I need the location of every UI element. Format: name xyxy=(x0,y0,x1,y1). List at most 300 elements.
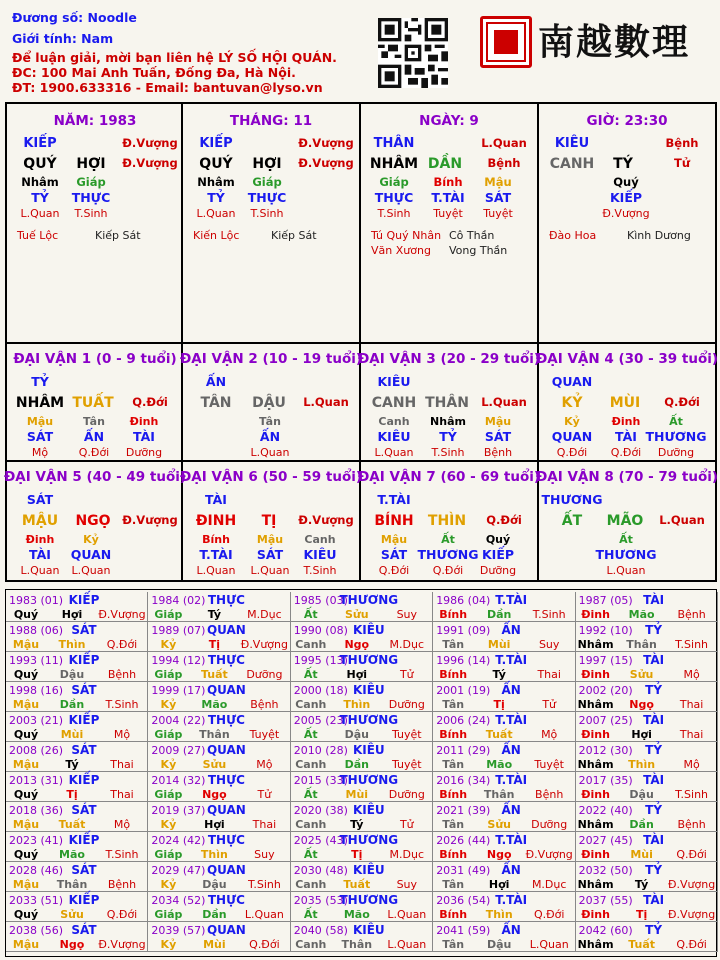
dai-van-title: ĐẠI VẬN 3 (20 - 29 tuổi) xyxy=(357,351,541,367)
year-cell xyxy=(148,802,290,832)
dai-van-stem: ĐINH xyxy=(195,513,237,529)
hidden-god: THỰC xyxy=(71,190,111,205)
dai-van-stem: BÍNH xyxy=(374,513,414,529)
year-label: 2000 (18) xyxy=(293,684,348,697)
year-label: 2022 (40) xyxy=(578,804,633,817)
pillar-star-state: Đ.Vượng xyxy=(298,136,354,150)
dai-van-hidden-stem: Mậu xyxy=(380,533,408,546)
year-branch: Mùi xyxy=(60,728,84,741)
year-cell xyxy=(433,592,575,622)
year-branch: Thìn xyxy=(485,908,513,921)
year-cell xyxy=(576,592,718,622)
dai-van-hidden-stem: Ất xyxy=(619,533,633,546)
year-god: SÁT xyxy=(71,803,97,817)
year-stage: M.Dục xyxy=(247,608,282,621)
year-cell xyxy=(433,832,575,862)
year-label: 2037 (55) xyxy=(578,894,633,907)
year-stage: Thai xyxy=(679,698,704,711)
year-label: 1993 (11) xyxy=(9,654,64,667)
year-stem: Nhâm xyxy=(577,758,614,771)
year-cell xyxy=(148,832,290,862)
year-stem: Nhâm xyxy=(577,938,614,951)
year-branch: Ngọ xyxy=(486,848,512,861)
year-stem: Kỷ xyxy=(160,818,177,831)
pillar-star-label: KIẾP xyxy=(199,136,233,151)
year-cell xyxy=(291,772,433,802)
year-god: THỰC xyxy=(207,593,245,607)
year-stem: Ất xyxy=(303,608,318,621)
owner-name: Đương số: Noodle xyxy=(12,10,137,25)
pillar-stem: CANH xyxy=(549,156,595,172)
pillar-star-state: L.Quan xyxy=(481,136,527,150)
year-label: 1983 (01) xyxy=(9,594,64,607)
year-god: KIẾP xyxy=(68,773,100,787)
year-label: 2033 (51) xyxy=(9,894,64,907)
year-god: THƯƠNG xyxy=(339,653,399,667)
spirit-star: Kình Dương xyxy=(627,229,691,242)
dai-van-hidden-god: QUAN xyxy=(551,429,593,444)
dai-van-hidden-stage: Dưỡng xyxy=(125,446,163,459)
year-stage: Q.Đới xyxy=(106,908,138,921)
year-branch: Hợi xyxy=(346,668,368,681)
year-stage: Dưỡng xyxy=(246,668,283,681)
year-branch: Tuất xyxy=(485,728,513,741)
year-branch: Sửu xyxy=(60,908,84,921)
year-stem: Quý xyxy=(13,788,39,801)
year-cell xyxy=(148,862,290,892)
year-branch: Dần xyxy=(202,908,227,921)
year-cell xyxy=(291,652,433,682)
spirit-star: Kiếp Sát xyxy=(271,229,317,242)
dai-van-title: ĐẠI VẬN 1 (0 - 9 tuổi) xyxy=(13,351,177,367)
year-stage: Mộ xyxy=(256,758,273,771)
year-stem: Nhâm xyxy=(577,818,614,831)
year-cell xyxy=(291,862,433,892)
year-label: 2027 (45) xyxy=(578,834,633,847)
year-branch: Sửu xyxy=(629,668,654,681)
year-god: ẤN xyxy=(501,803,521,817)
year-cell xyxy=(291,832,433,862)
year-stage: Mộ xyxy=(683,758,700,771)
year-stem: Canh xyxy=(295,878,327,891)
year-god: TỶ xyxy=(645,683,663,697)
year-god: KIẾP xyxy=(68,653,100,667)
year-stem: Tân xyxy=(442,818,465,831)
dai-van-hidden-stage: Q.Đới xyxy=(556,446,588,459)
year-god: ẤN xyxy=(501,923,521,937)
spirit-star: Vong Thần xyxy=(449,244,508,257)
hidden-stage: Tuyệt xyxy=(433,207,463,220)
year-stage: T.Sinh xyxy=(105,848,139,861)
hidden-stem: Giáp xyxy=(252,175,282,189)
dai-van-state: L.Quan xyxy=(481,395,527,409)
year-label: 2008 (26) xyxy=(9,744,64,757)
dai-van-hidden-stage: Mộ xyxy=(31,446,49,459)
hidden-stem: Nhâm xyxy=(197,175,235,189)
year-label: 2023 (41) xyxy=(9,834,64,847)
year-branch: Tị xyxy=(208,638,221,651)
year-stem: Tân xyxy=(442,758,465,771)
year-cell xyxy=(576,832,718,862)
pillars-panel xyxy=(5,102,717,344)
year-branch: Thân xyxy=(483,788,515,801)
year-stem: Tân xyxy=(442,938,465,951)
year-cell xyxy=(433,922,575,952)
year-cell xyxy=(576,742,718,772)
year-stage: Suy xyxy=(254,848,275,861)
hidden-stage: T.Sinh xyxy=(377,207,411,220)
year-god: QUAN xyxy=(206,863,246,877)
year-label: 2035 (53) xyxy=(293,894,348,907)
year-label: 2025 (43) xyxy=(293,834,348,847)
year-stage: Bệnh xyxy=(107,668,137,681)
year-god: TÀI xyxy=(643,653,665,667)
year-stage: Đ.Vượng xyxy=(667,908,716,921)
year-branch: Dần xyxy=(59,698,85,711)
hidden-god: T.TÀI xyxy=(431,190,465,205)
dai-van-hidden-stem: Kỷ xyxy=(564,415,580,428)
dai-van-title: ĐẠI VẬN 8 (70 - 79 tuổi) xyxy=(535,469,719,485)
year-stage: Tử xyxy=(399,668,414,681)
year-cell xyxy=(291,922,433,952)
dai-van-hidden-god: KIÊU xyxy=(303,547,337,562)
dai-van-hidden-god: SÁT xyxy=(26,429,54,444)
dai-van-hidden-stem: Tân xyxy=(259,415,281,428)
year-branch: Hợi xyxy=(631,728,652,741)
pillar-stem: QUÝ xyxy=(23,156,57,172)
year-stem: Bính xyxy=(439,728,468,741)
year-cell xyxy=(6,892,148,922)
year-god: THƯƠNG xyxy=(339,593,399,607)
seal-stamp-icon xyxy=(480,16,532,68)
dai-van-hidden-god: TÀI xyxy=(133,429,155,444)
hidden-stage: Tuyệt xyxy=(483,207,513,220)
year-stage: L.Quan xyxy=(387,908,427,921)
dai-van-hidden-stage: Q.Đới xyxy=(78,446,110,459)
dai-van-title: ĐẠI VẬN 2 (10 - 19 tuổi) xyxy=(179,351,363,367)
year-label: 2013 (31) xyxy=(9,774,64,787)
dai-van-hidden-stage: L.Quan xyxy=(374,446,414,459)
year-stage: Dưỡng xyxy=(388,788,425,801)
col-divider-2 xyxy=(359,102,361,582)
year-stage: Bệnh xyxy=(535,788,564,801)
year-stage: L.Quan xyxy=(529,938,569,951)
dai-van-hidden-stage: T.Sinh xyxy=(431,446,465,459)
year-cell xyxy=(6,622,148,652)
year-stage: Thai xyxy=(110,758,134,771)
year-label: 2014 (32) xyxy=(151,774,206,787)
dai-van-hidden-god: ẤN xyxy=(83,429,105,444)
year-stage: Q.Đới xyxy=(676,938,707,951)
year-stage: Q.Đới xyxy=(249,938,280,951)
dai-van-hidden-stem: Bính xyxy=(202,533,230,546)
year-god: T.TÀI xyxy=(495,713,528,727)
year-god: SÁT xyxy=(71,683,97,697)
year-cell xyxy=(433,802,575,832)
year-branch: Dậu xyxy=(486,938,512,951)
year-god: TỶ xyxy=(645,923,663,937)
year-god: KIẾP xyxy=(68,713,100,727)
year-cell xyxy=(576,622,718,652)
dai-van-hidden-stem: Đinh xyxy=(129,415,159,428)
spirit-star: Đào Hoa xyxy=(549,229,597,242)
dai-van-title: ĐẠI VẬN 6 (50 - 59 tuổi) xyxy=(179,469,363,485)
dai-van-hidden-god: KIÊU xyxy=(377,429,411,444)
hidden-stem: Nhâm xyxy=(21,175,59,189)
year-cell xyxy=(291,742,433,772)
dai-van-hidden-god: SÁT xyxy=(484,429,512,444)
year-label: 2007 (25) xyxy=(578,714,633,727)
year-branch: Tý xyxy=(65,758,79,771)
dai-van-branch: MÙI xyxy=(609,395,641,411)
year-cell xyxy=(576,892,718,922)
year-stage: Q.Đới xyxy=(106,638,138,651)
annual-luck-table xyxy=(5,589,717,957)
year-stem: Kỷ xyxy=(160,698,177,711)
year-stage: M.Dục xyxy=(531,878,567,891)
year-stage: Bệnh xyxy=(250,698,279,711)
year-label: 1991 (09) xyxy=(436,624,491,637)
hidden-god: TỶ xyxy=(31,190,49,205)
year-label: 1985 (03) xyxy=(293,594,348,607)
year-cell xyxy=(6,712,148,742)
year-label: 2001 (19) xyxy=(436,684,491,697)
year-branch: Tuất xyxy=(343,878,371,891)
dai-van-title: ĐẠI VẬN 4 (30 - 39 tuổi) xyxy=(535,351,719,367)
year-branch: Mùi xyxy=(630,848,653,861)
year-label: 1990 (08) xyxy=(293,624,348,637)
year-cell xyxy=(148,622,290,652)
year-stem: Bính xyxy=(439,908,468,921)
year-branch: Thân xyxy=(56,878,88,891)
year-cell xyxy=(576,712,718,742)
year-cell xyxy=(6,862,148,892)
dai-van-hidden-stage: Q.Đới xyxy=(610,446,642,459)
year-stage: Tuyệt xyxy=(249,728,280,741)
year-branch: Tị xyxy=(635,908,648,921)
pillar-branch: DẦN xyxy=(427,156,463,172)
year-stem: Đinh xyxy=(581,668,610,681)
year-god: KIÊU xyxy=(352,923,385,937)
year-god: TỶ xyxy=(645,743,663,757)
year-branch: Thìn xyxy=(628,758,656,771)
year-cell xyxy=(576,862,718,892)
dai-van-hidden-stem: Canh xyxy=(304,533,336,546)
year-god: TỶ xyxy=(645,863,663,877)
year-branch: Hợi xyxy=(204,818,225,831)
year-label: 2015 (33) xyxy=(293,774,348,787)
year-stage: Mộ xyxy=(113,818,131,831)
year-branch: Mão xyxy=(343,908,370,921)
year-god: TỶ xyxy=(645,623,663,637)
year-cell xyxy=(148,712,290,742)
year-stage: Dưỡng xyxy=(388,698,425,711)
year-cell xyxy=(433,652,575,682)
year-stage: Q.Đới xyxy=(676,848,707,861)
dai-van-hidden-stage: Dưỡng xyxy=(479,564,517,577)
year-god: KIÊU xyxy=(352,683,385,697)
pillar-state: Đ.Vượng xyxy=(298,156,354,170)
pillar-title: THÁNG: 11 xyxy=(229,113,313,129)
hidden-stem: Quý xyxy=(613,175,639,189)
dai-van-hidden-stage: L.Quan xyxy=(250,446,290,459)
year-stem: Bính xyxy=(439,668,468,681)
year-cell xyxy=(6,772,148,802)
dai-van-branch: NGỌ xyxy=(75,513,111,529)
year-god: ẤN xyxy=(501,683,521,697)
year-stem: Kỷ xyxy=(160,638,177,651)
year-label: 1989 (07) xyxy=(151,624,206,637)
dai-van-hidden-god: TÀI xyxy=(615,429,637,444)
dai-van-hidden-stem: Nhâm xyxy=(430,415,466,428)
year-god: TÀI xyxy=(643,713,665,727)
year-stage: Thai xyxy=(110,788,134,801)
year-cell xyxy=(6,922,148,952)
year-stem: Mậu xyxy=(12,638,40,651)
pillar-title: GIỜ: 23:30 xyxy=(586,113,668,129)
year-branch: Mùi xyxy=(487,638,511,651)
year-label: 2005 (23) xyxy=(293,714,348,727)
dai-van-hidden-stage: L.Quan xyxy=(606,564,646,577)
year-cell xyxy=(6,592,148,622)
dai-van-star: SÁT xyxy=(26,492,54,507)
dai-van-star: ẤN xyxy=(205,374,227,389)
year-cell xyxy=(576,922,718,952)
year-cell xyxy=(576,802,718,832)
dai-van-hidden-stage: T.Sinh xyxy=(303,564,337,577)
dai-van-stem: MẬU xyxy=(21,513,59,529)
year-branch: Mão xyxy=(201,698,228,711)
year-god: TÀI xyxy=(643,893,665,907)
year-label: 2011 (29) xyxy=(436,744,491,757)
year-stage: Đ.Vượng xyxy=(240,638,288,651)
year-god: SÁT xyxy=(71,863,97,877)
spirit-star: Kiến Lộc xyxy=(193,229,240,242)
year-god: ẤN xyxy=(501,863,521,877)
year-god: ẤN xyxy=(501,623,521,637)
year-label: 1988 (06) xyxy=(9,624,64,637)
year-stage: Tử xyxy=(399,818,414,831)
pillar-title: NĂM: 1983 xyxy=(53,113,137,129)
dai-van-hidden-stem: Ất xyxy=(669,415,683,428)
year-stem: Canh xyxy=(295,758,327,771)
year-cell xyxy=(148,922,290,952)
dai-van-hidden-stem: Đinh xyxy=(25,533,55,546)
dai-van-title: ĐẠI VẬN 5 (40 - 49 tuổi) xyxy=(3,469,187,485)
year-cell xyxy=(148,892,290,922)
dai-van-hidden-stem: Tân xyxy=(83,415,105,428)
dai-van-hidden-stage: Bệnh xyxy=(483,446,513,459)
year-god: TÀI xyxy=(643,773,665,787)
pillar-branch: TÝ xyxy=(613,156,633,172)
year-god: KIÊU xyxy=(352,743,385,757)
year-label: 2038 (56) xyxy=(9,924,64,937)
year-stem: Mậu xyxy=(12,818,40,831)
year-label: 1998 (16) xyxy=(9,684,64,697)
year-label: 2020 (38) xyxy=(293,804,348,817)
contact-text: Để luận giải, mời bạn liên hệ LÝ SỐ HỘI QUÁN. xyxy=(12,50,337,65)
year-stem: Ất xyxy=(303,728,318,741)
year-stage: T.Sinh xyxy=(105,698,139,711)
year-stem: Ất xyxy=(303,668,318,681)
year-stem: Kỷ xyxy=(160,938,177,951)
year-stage: Tuyệt xyxy=(534,758,564,771)
year-branch: Tuất xyxy=(200,668,228,681)
year-stem: Mậu xyxy=(12,938,40,951)
dai-van-stem: TÂN xyxy=(200,395,232,411)
dai-van-divider xyxy=(5,460,717,462)
year-stage: Thai xyxy=(537,668,561,681)
dai-van-state: Q.Đới xyxy=(132,395,168,409)
dai-van-hidden-god: SÁT xyxy=(256,547,284,562)
year-cell xyxy=(291,592,433,622)
year-label: 2040 (58) xyxy=(293,924,348,937)
year-cell xyxy=(291,802,433,832)
year-cell xyxy=(6,832,148,862)
year-cell xyxy=(433,862,575,892)
year-cell xyxy=(291,892,433,922)
dai-van-hidden-stage: L.Quan xyxy=(196,564,236,577)
qr-code-icon[interactable] xyxy=(378,18,448,88)
year-god: TỶ xyxy=(645,803,663,817)
year-label: 2036 (54) xyxy=(436,894,491,907)
dai-van-branch: TUẤT xyxy=(72,395,114,411)
year-stage: T.Sinh xyxy=(247,878,281,891)
year-label: 2002 (20) xyxy=(578,684,633,697)
year-label: 1992 (10) xyxy=(578,624,633,637)
dai-van-hidden-stem: Canh xyxy=(378,415,410,428)
year-stem: Nhâm xyxy=(577,638,614,651)
year-stage: T.Sinh xyxy=(675,788,709,801)
dai-van-star: KIÊU xyxy=(377,374,411,389)
year-stem: Quý xyxy=(13,608,39,621)
year-cell xyxy=(291,682,433,712)
year-god: T.TÀI xyxy=(495,773,528,787)
year-branch: Mão xyxy=(628,608,655,621)
dai-van-stem: CANH xyxy=(371,395,417,411)
year-stage: Đ.Vượng xyxy=(98,938,146,951)
year-cell xyxy=(576,652,718,682)
year-branch: Tị xyxy=(351,848,363,861)
year-label: 1994 (12) xyxy=(151,654,206,667)
hidden-stage: L.Quan xyxy=(196,207,236,220)
spirit-star: Văn Xương xyxy=(371,244,431,257)
pillar-stem: NHÂM xyxy=(369,156,419,172)
year-label: 2010 (28) xyxy=(293,744,348,757)
phone-email-text[interactable]: ĐT: 1900.633316 - Email: bantuvan@lyso.vn xyxy=(12,80,323,95)
dai-van-hidden-god: TỶ xyxy=(439,429,457,444)
year-stem: Giáp xyxy=(154,848,183,861)
year-god: KIẾP xyxy=(68,893,100,907)
year-god: QUAN xyxy=(206,923,246,937)
pillar-star-state: Đ.Vượng xyxy=(122,136,178,150)
year-stem: Canh xyxy=(295,818,327,831)
year-god: QUAN xyxy=(206,623,246,637)
year-label: 2004 (22) xyxy=(151,714,206,727)
year-stem: Kỷ xyxy=(160,758,177,771)
hidden-stage: Đ.Vượng xyxy=(602,207,650,220)
hidden-stage: L.Quan xyxy=(20,207,60,220)
year-branch: Tuất xyxy=(58,818,86,831)
pillar-star-label: KIẾP xyxy=(23,136,57,151)
year-stem: Canh xyxy=(295,698,327,711)
year-cell xyxy=(433,682,575,712)
dai-van-state: Q.Đới xyxy=(664,395,700,409)
dai-van-star: THƯƠNG xyxy=(541,492,603,507)
dai-van-hidden-god: THƯƠNG xyxy=(595,547,657,562)
year-god: THỰC xyxy=(207,713,245,727)
year-stem: Đinh xyxy=(581,848,610,861)
